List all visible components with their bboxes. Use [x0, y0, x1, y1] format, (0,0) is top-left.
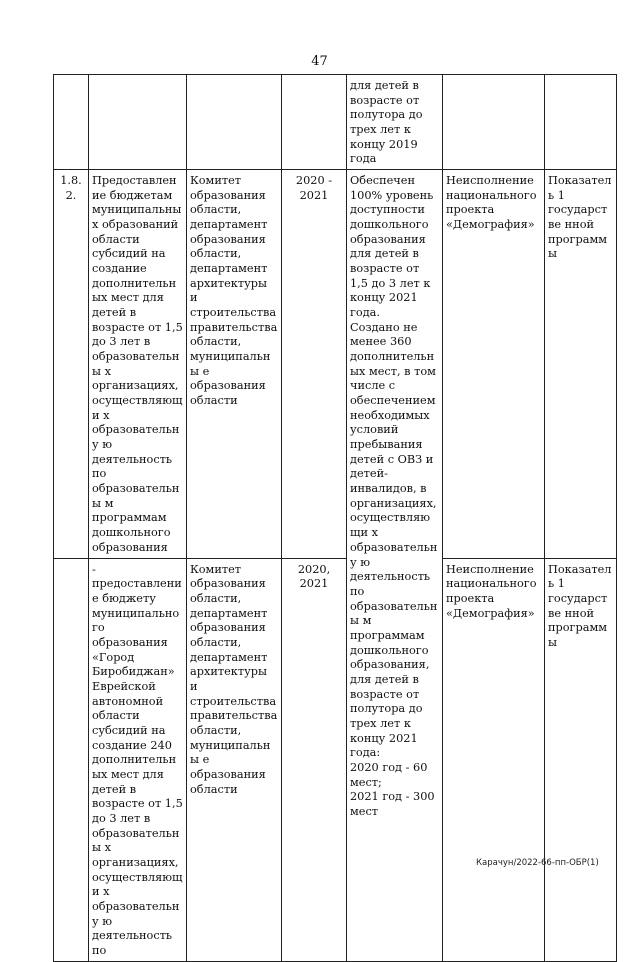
result-text: Обеспечен 100% уровень доступности дошкольного образования для детей в возрасте от 1,5 до 3 лет к концу 2021 года. Создано не менее 360 дополнительных мест, в том числе с обеспечением необходимых условий пребывания детей с ОВЗ и детей-инвалидов, в организациях, осуществляющи х образовательну ю деятельность по образовательны м программам дошкольного образования, для детей в возрасте от полутора до трех лет к концу 2021 года: 2020 год - 60 мест; 2021 год - 300 мест [350, 174, 438, 818]
executor-cell [187, 75, 282, 170]
result-cell [347, 75, 443, 170]
term-text: 2020 - 2021 [295, 174, 333, 202]
term-cell: 2020, 2021 [282, 558, 347, 961]
term-cell [282, 170, 347, 558]
indicator-link-cell [545, 75, 617, 170]
indicator-link-cell: Показатель 1 государстве нной программы [545, 558, 617, 961]
executor-cell: Комитет образования области, департамент образования области, департамент архитектуры и строительства правительства области, муниципальны е образования области [187, 558, 282, 961]
risk-cell: Неисполнение национального проекта «Демография» [443, 170, 545, 558]
table-row [54, 558, 617, 961]
document-footer-reference: Карачун/2022-66-пп-ОБР(1) [476, 858, 599, 868]
executor-cell: Комитет образования области, департамент образования области, департамент архитектуры и строительства правительства области, муниципальны е образования области [187, 170, 282, 558]
measure-name-cell: Предоставление бюджетам муниципальных образований области субсидий на создание дополнительных мест для детей в возрасте от 1,5 до 3 лет в образовательны х организациях, осуществляющи х образовательну ю деятельность по образовательны м программам дошкольного образования [89, 170, 187, 558]
row-number-cell [54, 75, 89, 170]
result-text: для детей в возрасте от полутора до трех лет к концу 2019 года [350, 79, 423, 166]
table-row [54, 170, 617, 558]
term-cell [282, 75, 347, 170]
program-table [53, 74, 617, 962]
indicator-link-cell: Показатель 1 государстве нной программы [545, 170, 617, 558]
table-row [54, 75, 617, 170]
risk-cell: Неисполнение национального проекта «Демография» [443, 558, 545, 961]
row-number-cell: 1.8.2. [54, 170, 89, 558]
page-number: 47 [311, 54, 328, 69]
result-cell [347, 170, 443, 962]
risk-cell [443, 75, 545, 170]
measure-name-cell [89, 75, 187, 170]
measure-name-cell: - предоставление бюджету муниципального образования «Город Биробиджан» Еврейской автономной области субсидий на создание 240 дополнительных мест для детей в возрасте от 1,5 до 3 лет в образовательны х организациях, осуществляющи х образовательну ю деятельность по [89, 558, 187, 961]
row-number-cell [54, 558, 89, 961]
